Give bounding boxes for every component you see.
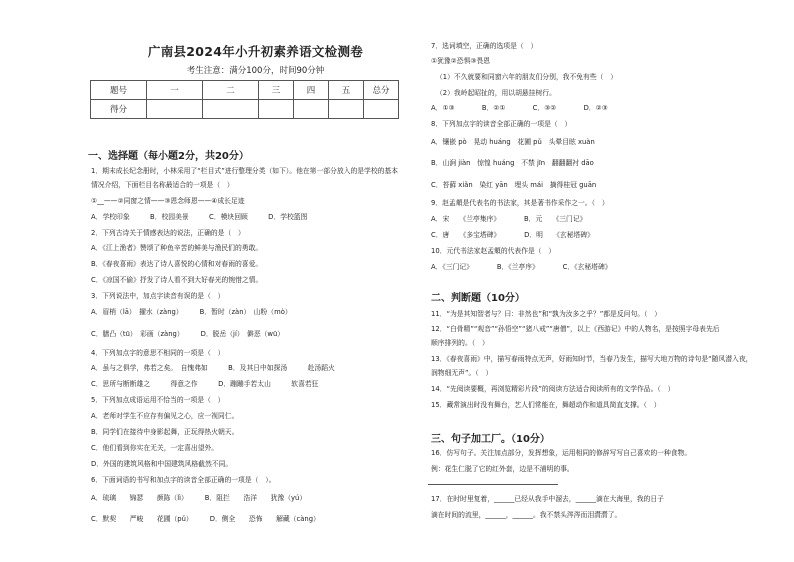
question-line: A．《三门记》 B．《兰亭序》 C．《玄秘塔碑》 — [431, 263, 612, 271]
answer-line — [428, 484, 558, 485]
page-title: 广南县2024年小升初素养语文检测卷 — [147, 44, 364, 59]
score-table-cell: 五 — [329, 81, 364, 100]
question-line: B．《春夜喜雨》表达了诗人喜悦的心情和对春雨的喜爱。 — [91, 260, 263, 268]
question-line: C．默契 严峻 花圃（pǔ） D．侧全 恐怖 解藏（càng） — [91, 515, 320, 523]
question-line: A．琉璃 锦瑟 颜陈（lì） B．阻拦 浩洋 犹豫（yú） — [91, 494, 307, 502]
section-heading: 一、选择题（每小题2分，共20分） — [88, 151, 249, 162]
question-line: 7．选词填空，正确的选项是（ ） — [431, 42, 538, 50]
question-line: C．他们看到你实在无关，一定喜出望外。 — [91, 444, 219, 452]
section-heading: 二、判断题（10分） — [431, 293, 525, 304]
question-line: 情况介绍，下面栏目名称最适合的一项是（ ） — [91, 181, 234, 189]
question-line: （1）不久就要和同窗六年的朋友们分别，我不免有些（ ） — [436, 73, 618, 81]
question-line: 13．《春夜喜雨》中，描写春雨特点无声，好雨知时节，当春乃发生，描写大地万物的诗句是“随风潜入夜， — [431, 355, 753, 363]
question-line: C．膳凸（tū） 彩画（zàng） D．脱岳（jí） 僻恶（wū） — [91, 330, 285, 338]
score-table-cell: 三 — [259, 81, 294, 100]
question-line: A．镶嵌 pò 晃动 huáng 花圃 pǔ 头晕目眩 xuàn — [431, 138, 595, 146]
question-line: 1．期末成长纪念册时，小林采用了“栏目式”进行整理分类（如下）。他在第一部分放入的是学校的基本 — [91, 167, 399, 175]
question-line: ①犹豫②恐惧③畏恩 — [431, 57, 491, 65]
question-line: A．虽与之俱学，弗若之矣。 自愧弗如 B．及其日中如探汤 赴汤蹈火 — [91, 364, 335, 372]
score-table-cell: 四 — [294, 81, 329, 100]
question-line: B．山涧 jiàn 惊惶 huáng 不禁 jīn 翻翻翻衬 dāo — [431, 159, 594, 167]
question-line: C．思所与断断雄之 得意之作 D．蹦蹦手若太山 软喜若狂 — [91, 380, 319, 388]
score-table-cell — [294, 100, 329, 119]
question-line: 6．下面词语的书写和加点字的读音全部正确的一项是（ ）。 — [91, 476, 276, 484]
question-line: C．《凉国不偷》抒发了诗人看不到大好春光的惋惜之情。 — [91, 276, 263, 284]
question-line: A．①③ B．②① C．③② D．②③ — [431, 104, 608, 112]
question-line: 14．“先阅读要概，再浏览精彩片段”的阅读方法适合阅读所有的文学作品。（ ） — [431, 385, 675, 393]
question-line: 2．下列古诗关于情感表达的说法，正确的是（ ） — [91, 229, 245, 237]
question-line: 5．下列加点成语运用不恰当的一项是（ ） — [91, 396, 225, 404]
score-table-cell: 得分 — [91, 100, 147, 119]
question-line: 16．仿写句子。关注加点部分，发挥想象，运用相同的修辞写写自己喜欢的一种食物。 — [431, 449, 692, 457]
question-line: （2）我岭起昭扯的，用以胡悬挂树行。 — [436, 89, 556, 97]
score-table-score-row — [91, 100, 399, 119]
score-table-cell — [147, 100, 203, 119]
question-line: 8．下列加点字的读音全部正确的一项是（ ） — [431, 120, 572, 128]
question-line: 11．“为是其知智者与？曰：非然也”和“孰为汝多之乎？”都是反问句。（ ） — [431, 310, 662, 318]
question-line: 4．下列加点字的意思不相同的一项是（ ） — [91, 349, 225, 357]
question-line: A．宋 《兰亭集序》 B．元 《三门记》 — [431, 215, 587, 223]
question-line: D．外国的建筑风格和中国建筑风格截然不同。 — [91, 460, 233, 468]
question-line: C．唐 《多宝塔碑》 D．明 《玄秘塔碑》 — [431, 231, 594, 239]
question-line: 顺序排列的。（ ） — [431, 339, 489, 347]
score-table-cell: 二 — [203, 81, 259, 100]
question-line: A．老师对学生不应存有偏见之心，应一视同仁。 — [91, 412, 239, 420]
question-line: 9．赵孟頫是代表名的书法家，其是著书作采作之一。（ ） — [431, 199, 609, 207]
score-table-cell: 总分 — [364, 81, 399, 100]
question-line: A．学校印象 B．校园美景 C．模块回顾 D．学校篮图 — [91, 213, 308, 221]
question-line: C．苔藓 xiǎn 染红 yān 埋头 mái 摘得桂冠 guān — [431, 181, 597, 189]
question-line: ①__——②同窗之情——③恩念师恩——④成长足迹 — [91, 197, 245, 205]
question-line: 润物细无声”。（ ） — [431, 369, 493, 377]
question-line: 12．“白骨精”“观音”“孙悟空”“猪八戒”“唐僧”，以上《西游记》中的人物名，是按照字母表先后 — [431, 325, 720, 333]
score-table-cell: 一 — [147, 81, 203, 100]
question-line: 例：花生仁脱了它的红外套，边是不浦明的事。 — [431, 465, 574, 473]
question-line: A．《江上渔者》赞颂了种鱼辛苦的鲜美与渔民们的勇敢。 — [91, 244, 263, 252]
score-table — [90, 80, 399, 119]
score-table-cell — [364, 100, 399, 119]
question-line: 3．下列说法中，加点字读音有误的是（ ） — [91, 292, 225, 300]
section-heading: 三、句子加工厂。（10分） — [431, 434, 550, 445]
score-table-cell — [329, 100, 364, 119]
question-line: 10．元代书法家赵孟頫的代表作是（ ） — [431, 247, 556, 255]
exam-note: 考生注意：满分100分，时间90分钟 — [186, 66, 325, 76]
score-table-header-row — [91, 81, 399, 100]
question-line: 17．在时时里复着，______已经从我手中溜去，______滴在大海里，我的日子 — [431, 495, 664, 503]
score-table-cell — [203, 100, 259, 119]
question-line: 滴在时间的流里，______，______。我不禁头涔涔而泪潸潸了。 — [431, 511, 622, 519]
question-line: 15．藏常演出时没有舞台，艺人们常能在，舞超动作和道具简直支撑。（ ） — [431, 401, 661, 409]
question-line: B．同学们在接待中身影起舞，正玩得热火朝天。 — [91, 428, 239, 436]
score-table-cell — [259, 100, 294, 119]
score-table-cell: 题号 — [91, 81, 147, 100]
question-line: A．眉梢（lā） 擢水（zàng） B．暂时（zàn） 山粉（mò） — [91, 308, 292, 316]
